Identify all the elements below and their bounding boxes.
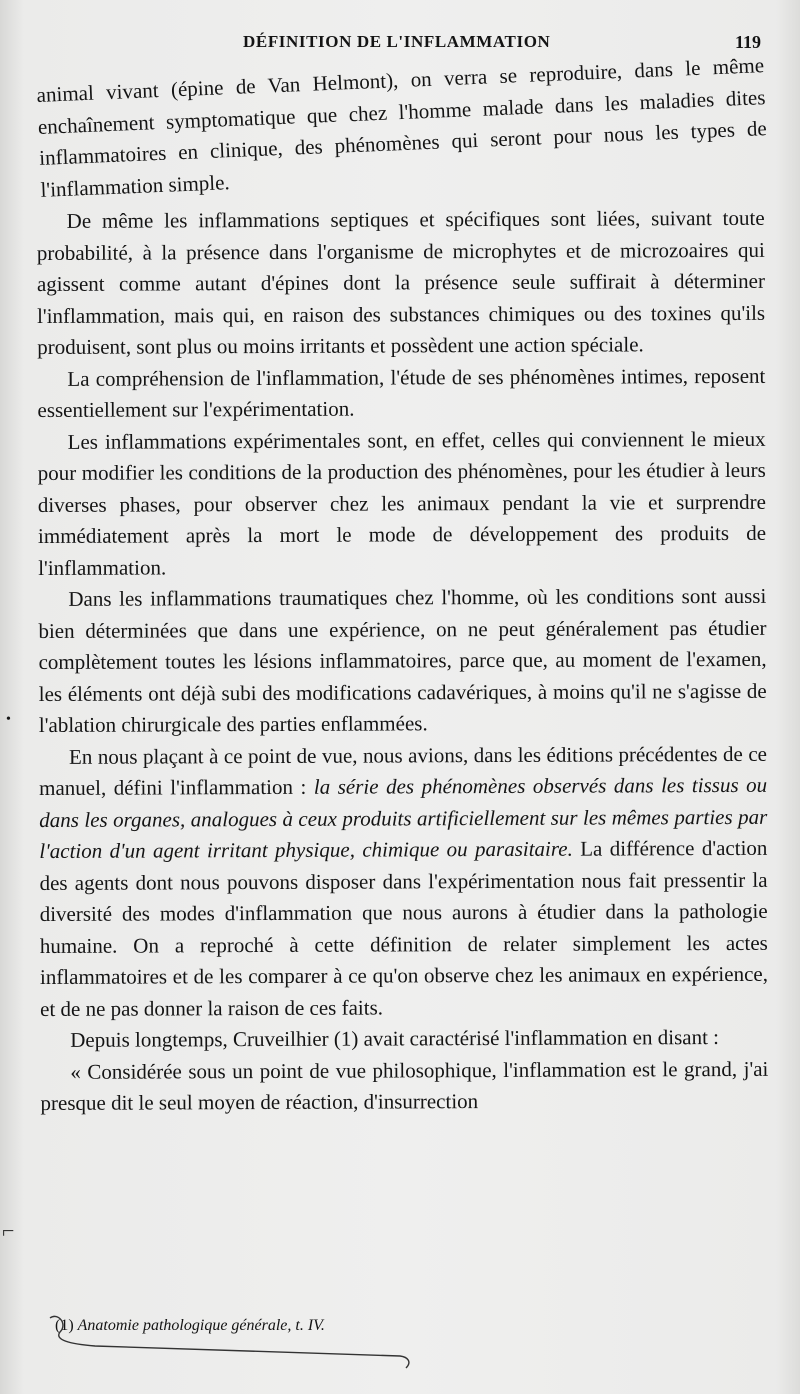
page-number: 119: [735, 32, 762, 52]
paragraph-7: Depuis longtemps, Cruveilhier (1) avait caractérisé l'inflammation en disant :: [70, 1025, 720, 1052]
paragraph-6: [39, 738, 768, 1025]
footnote-text: Anatomie pathologique générale, t. IV.: [77, 1317, 325, 1334]
paragraph-6-lead: En nous plaçant à ce point de vue, nous avions, dans les éditions précédentes de ce manuel, défini l'inflammation :: [39, 741, 768, 800]
paragraph-6-tail: La différence d'action des agents dont nous pouvons disposer dans l'expérimentation nous fait pressentir la diversité des modes d'inflammation que nous aurons à étudier dans la pathologie humaine. On a reproché à cette définition de relater simplement les actes inflammatoires et de les comparer à ce qu'on observe chez les animaux en expérience, et de ne pas donner la raison de ces faits.: [39, 835, 768, 1021]
paragraph-4: Les inflammations expérimentales sont, en effet, celles qui conviennent le mieux pour modifier les conditions de la production des phénomènes, pour les étudier à leurs diverses phases, pour observer chez les animaux pendant la vie et surprendre immédiatement après la mort le mode de développement des produits de l'inflammation.: [37, 426, 767, 580]
running-title: DÉFINITION DE L'INFLAMMATION: [243, 32, 551, 51]
margin-dot: •: [6, 712, 11, 727]
body-text: [36, 53, 769, 1120]
paragraph-2: De même les inflammations septiques et spécifiques sont liées, suivant toute probabilité, à la présence dans l'organisme de microphytes et de microzoaires qui agissent comme autant d'épines dont la présence seule suffirait à déterminer l'inflammation, mais qui, en raison des substances chimiques ou des toxines qu'ils produisent, sont plus ou moins irritants et possèdent une action spéciale.: [36, 205, 766, 359]
margin-bracket-mark: ⌐: [2, 1218, 15, 1243]
definition-italic: la série des phénomènes observés dans les tissus ou dans les organes, analogues à ceux produits artificiellement sur les mêmes parties par l'action d'un agent irritant physique, chimique ou parasitaire.: [39, 772, 768, 863]
paragraph-8-quote: « Considérée sous un point de vue philosophique, l'inflammation est le grand, j'ai presque dit le seul moyen de réaction, d'insurrection: [40, 1056, 769, 1115]
pencil-squiggle: [40, 1310, 420, 1370]
footnote-marker: (1): [55, 1317, 74, 1334]
paragraph-5: Dans les inflammations traumatiques chez l'homme, où les conditions sont aussi bien déterminées que dans une expérience, on ne peut généralement pas étudier complètement toutes les lésions inflammatoires, parce que, au moment de l'examen, les éléments ont déjà subi des modifications cadavériques, à moins qu'il ne s'agisse de l'ablation chirurgicale des parties enflammées.: [38, 583, 767, 737]
paragraph-3: La compréhension de l'inflammation, l'étude de ses phénomènes intimes, reposent essentiellement sur l'expérimentation.: [37, 363, 766, 422]
paragraph-1: animal vivant (épine de Van Helmont), on verra se reproduire, dans le même enchaînement symptomatique que chez l'homme malade dans les maladies dites inflammatoires en clinique, des phénomènes qui seront pour nous les types de l'inflammation simple.: [36, 53, 768, 202]
